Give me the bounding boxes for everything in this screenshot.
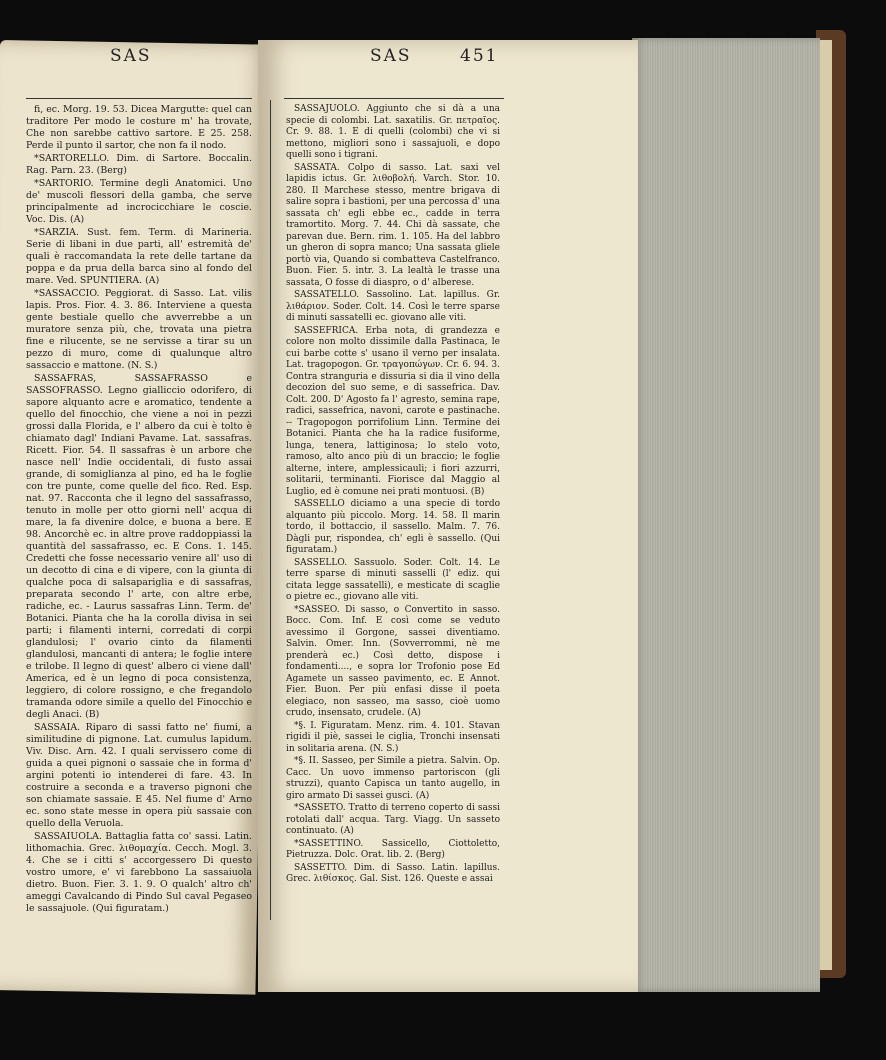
dictionary-entry: *§. I. Figuratam. Menz. rim. 4. 101. Stavan rigidi il piè, sassei le ciglia, Tronchi insensati in solitaria arena. (N. S.) (286, 720, 500, 754)
dictionary-entry: *SARTORIO. Termine degli Anatomici. Uno de' muscoli flessori della gamba, che serve principalmente ad incrocicchiare le coscie. Voc. Dis. (A) (26, 178, 252, 225)
left-head-rule (26, 98, 252, 99)
dictionary-entry: SASSAIUOLA. Battaglia fatta co' sassi. Latin. lithomachia. Grec. λιθομαχία. Cecch. Mogl. 3. 4. Che se i citti s' accorgessero Di questo vostro umore, e' vi farebbono La sassaiuola dietro. Buon. Fier. 3. 1. 9. O qualch' altro ch' ameggi Cavalcando di Pindo Sul caval Pegaseo le sassajuole. (Qui figuratam.) (26, 831, 252, 914)
dictionary-entry: SASSAJUOLO. Aggiunto che si dà a una specie di colombi. Lat. saxatilis. Gr. πετραῖος. Cr. 9. 88. 1. E di quelli (colombi) che vi si mettono, migliori sono i sassajuoli, e dopo quelli sono i tigrani. (286, 104, 500, 160)
left-running-head: SAS (110, 46, 152, 66)
dictionary-entry: SASSATELLO. Sassolino. Lat. lapillus. Gr. λιθάριον. Soder. Colt. 14. Così le terre sparse di minuti sassatelli ec. giovano alle viti. (286, 290, 500, 323)
dictionary-entry: *SARZIA. Sust. fem. Term. di Marineria. Serie di libani in due parti, all' estremità de' quali è raccomandata la rete delle tartane da poppa e da prua della barca sino al fondo del mare. Ved. SPUNTIERA. (A) (26, 227, 252, 286)
dictionary-entry: *SARTORELLO. Dim. di Sartore. Boccalin. Rag. Parn. 23. (Berg) (26, 153, 252, 176)
right-running-head: SAS (370, 46, 412, 66)
dictionary-entry: *SASSACCIO. Peggiorat. di Sasso. Lat. vilis lapis. Pros. Fior. 4. 3. 86. Interviene a questa gente bestiale quello che avverrebbe a un muratore senza più, che, trovata una pietra fine e rilucente, se ne servisse a tirar su un pezzo di muro, come di qualunque altro sassaccio e mattone. (N. S.) (26, 288, 252, 371)
page-number: 451 (460, 46, 499, 66)
cover-lining (818, 40, 832, 970)
dictionary-entry: SASSELLO diciamo a una specie di tordo alquanto più piccolo. Morg. 14. 58. Il marin tordo, il bottaccio, il sassello. Malm. 7. 76. Dàgli pur, rispondea, ch' egli è sassello. (Qui figuratam.) (286, 499, 500, 555)
dictionary-entry: *§. II. Sasseo, per Simile a pietra. Salvin. Op. Cacc. Un uovo immenso partoriscon (gli struzzi), quanto Capisca un tanto augello, in giro armato Di sassei gusci. (A) (286, 756, 500, 801)
right-page-text (286, 104, 500, 887)
dictionary-entry: fi, ec. Morg. 19. 53. Dicea Margutte: quel can traditore Per modo le costure m' ha trovate, Che non sarebbe cattivo sartore. E 25. 258. Perde il punto il sartor, che non fa il nodo. (26, 104, 252, 151)
left-page-text (26, 104, 252, 916)
dictionary-entry: *SASSETO. Tratto di terreno coperto di sassi rotolati dall' acqua. Targ. Viagg. Un sasseto continuato. (A) (286, 803, 500, 836)
dictionary-entry: SASSELLO. Sassuolo. Soder. Colt. 14. Le terre sparse di minuti sasselli (l' ediz. qui citata legge sassatelli), e mesticate di scaglie o pietre ec., giovano alle viti. (286, 557, 500, 602)
dictionary-entry: SASSAFRAS, SASSAFRASSO e SASSOFRASSO. Legno gialliccio odorifero, di sapore alquanto acre e aromatico, tendente a quello del finocchio, che viene a noi in pezzi grossi dalla Florida, e l' albero da cui è tolto è chiamato dagl' Indiani Pavame. Lat. sassafras. Ricett. Fior. 54. Il sassafras è un arbore che nasce nell' Indie occidentali, di fusto assai grande, di somiglianza al pino, ed ha le foglie con tre punte, come quelle del fico. Red. Esp. nat. 97. Racconta che il legno del sassafrasso, tenuto in molle per otto giorni nell' acqua di mare, la fa divenire dolce, e buona a bere. E 98. Ancorchè ec. in altre prove raddoppiassi la quantità del sassafrasso, ec. E Cons. 1. 145. Credetti che fosse necessario venire all' uso di un decotto di cina e di vipere, con la giunta di qualche poca di salsapariglia e di sassafras, preparata secondo l' arte, con altre erbe, radiche, ec. - Laurus sassafras Linn. Term. de' Botanici. Pianta che ha la corolla divisa in sei parti; i filamenti interni, corredati di corpi glandulosi; l' ovario cinto da filamenti glandulosi, mancanti di antera; le foglie intere e trilobe. Il legno di quest' albero ci viene dall' America, ed è un legno di poca consistenza, leggiero, di colore rossigno, e che fregandolo tramanda odore simile a quello del Finocchio e degli Anaci. (B) (26, 373, 252, 720)
right-head-rule (284, 98, 504, 99)
dictionary-entry: SASSAIA. Riparo di sassi fatto ne' fiumi, a similitudine di pignone. Lat. cumulus lapidum. Viv. Disc. Arn. 42. I quali servissero come di guida a quei pignoni o sassaie che in forma d' argini potenti io intenderei di fare. 43. In costruire a seconda e a traverso pignoni che son chiamate sassaie. E 45. Nel fiume d' Arno ec. sono state messe in opera più sassaie con quello della Veruola. (26, 722, 252, 829)
column-divider (270, 100, 271, 920)
dictionary-entry: SASSATA. Colpo di sasso. Lat. saxi vel lapidis ictus. Gr. λιθοβολή. Varch. Stor. 10. 280. Il Marchese stesso, mentre brigava di salire sopra i bastioni, per una percossa d' una sassata ch' egli ebbe ec., cadde in terra tramortito. Morg. 7. 44. Chi dà sassate, che parevan due. Bern. rim. 1. 105. Ha del labbro un gheron di sopra manco; Una sassata gliele portò via, Quando si combatteva Castelfranco. Buon. Fier. 5. intr. 3. La lealtà le trasse una sassata, O fosse di diaspro, o d' alberese. (286, 162, 500, 288)
dictionary-entry: *SASSETTINO. Sassicello, Ciottoletto, Pietruzza. Dolc. Orat. lib. 2. (Berg) (286, 838, 500, 860)
dictionary-entry: *SASSEO. Di sasso, o Convertito in sasso. Bocc. Com. Inf. E così come se veduto avessimo il Gorgone, sassei diventiamo. Salvin. Omer. Inn. (Sovverrommi, nè me prenderà ec.) Così detto, dispose i fondamenti...., e sopra lor Trofonio pose Ed Agamete un sasseo pavimento, ec. E Annot. Fier. Buon. Per più enfasi disse il poeta elegiaco, non sasseo, ma sasso, cioè uomo crudo, insensato, crudele. (A) (286, 604, 500, 718)
dictionary-entry: SASSETTO. Dim. di Sasso. Latin. lapillus. Grec. λιθίσκος. Gal. Sist. 126. Queste e assai (286, 862, 500, 884)
page-block-edges (632, 38, 820, 992)
dictionary-entry: SASSEFRICA. Erba nota, di grandezza e colore non molto dissimile dalla Pastinaca, le cui barbe cotte s' usano il verno per insalata. Lat. tragopogon. Gr. τραγοπώγων. Cr. 6. 94. 3. Contra stranguria e dissuria si dia il vino della decozion del suo seme, e di sassefrica. Dav. Colt. 200. D' Agosto fa l' agresto, semina rape, radici, sassefrica, navoni, carote e pastinache. -- Tragopogon porrifolium Linn. Termine dei Botanici. Pianta che ha la radice fusiforme, lunga, tenera, lattiginosa; lo stelo voto, ramoso, alto anco più di un braccio; le foglie alterne, intere, amplessicauli; i fiori azzurri, solitarii, terminanti. Fiorisce dal Maggio al Luglio, ed è comune nei prati montuosi. (B) (286, 325, 500, 497)
